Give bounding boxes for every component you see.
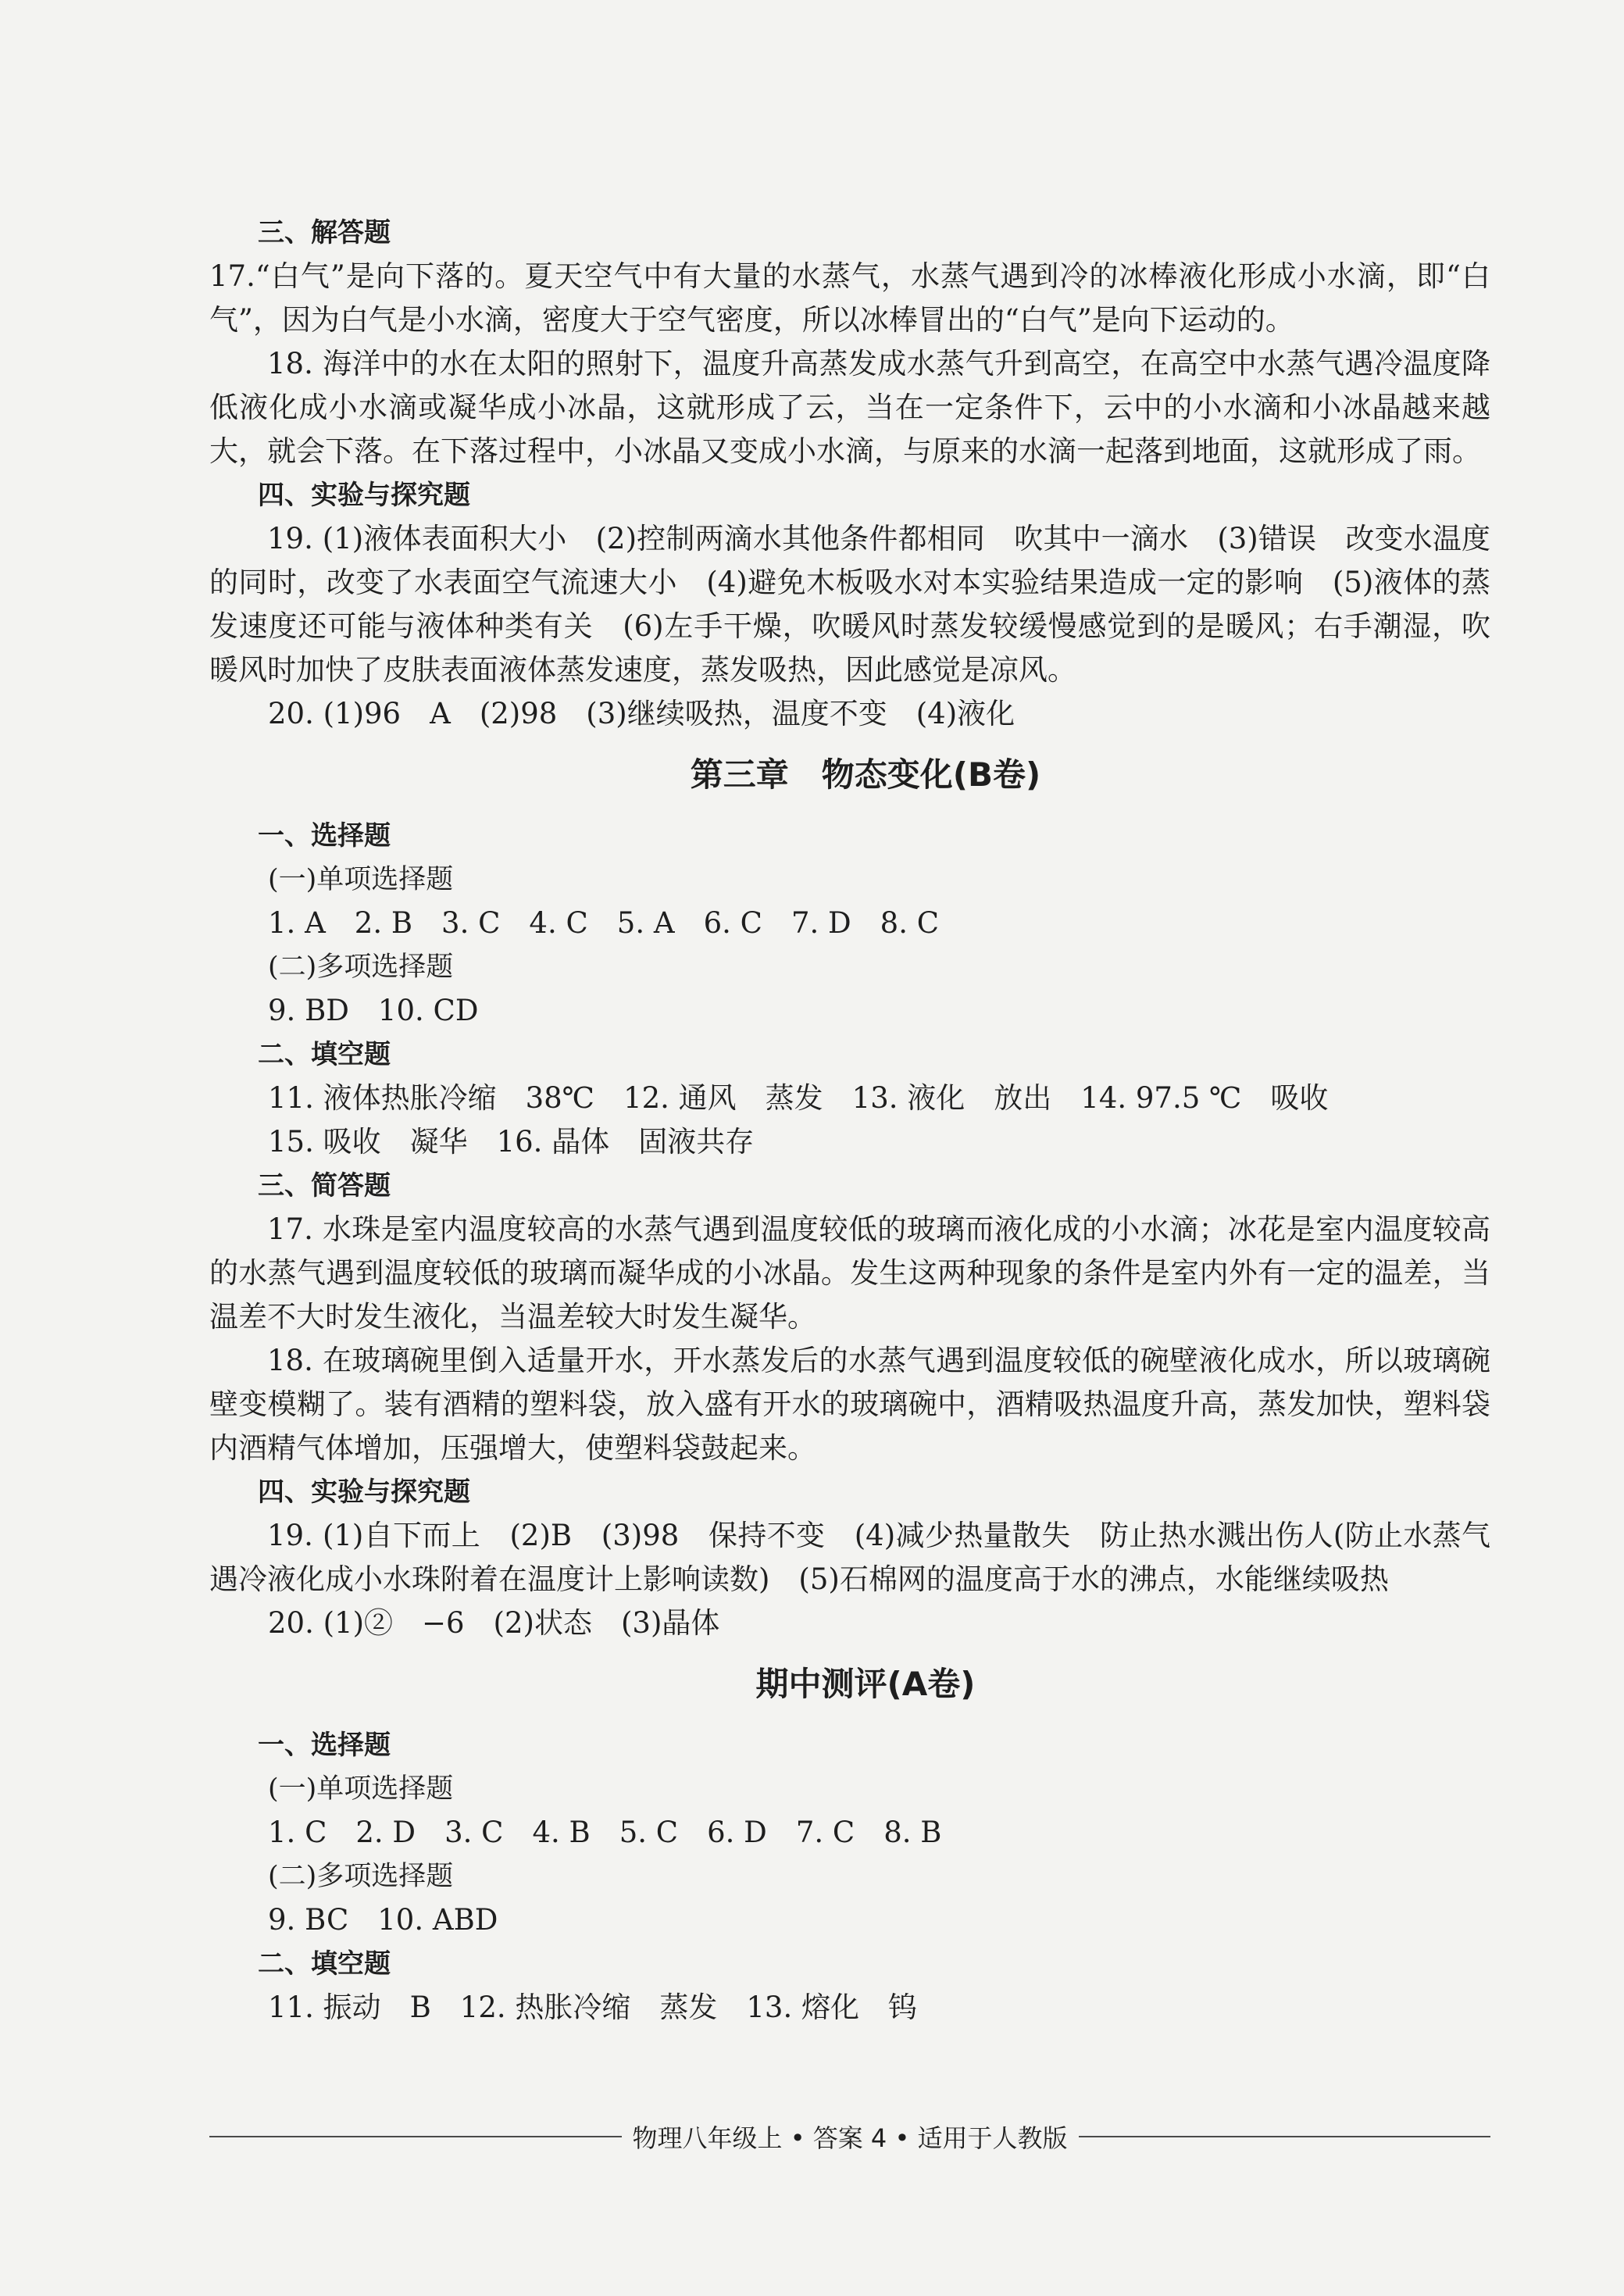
answer-20-b: 20. (1)② −6 (2)状态 (3)晶体 bbox=[268, 1606, 720, 1640]
subheading-single-choice: (一)单项选择题 bbox=[268, 864, 454, 895]
section-heading-experiment: 四、实验与探究题 bbox=[258, 480, 470, 511]
answer-20: 20. (1)96 A (2)98 (3)继续吸热，温度不变 (4)液化 bbox=[268, 697, 1015, 730]
single-choice-answers-mid: 1. C 2. D 3. C 4. B 5. C 6. D 7. C 8. B bbox=[268, 1816, 942, 1849]
fill-answers-line1-mid: 11. 振动 B 12. 热胀冷缩 蒸发 13. 熔化 钨 bbox=[268, 1991, 917, 2024]
section-heading-fill-mid: 二、填空题 bbox=[258, 1948, 391, 1980]
multi-choice-answers-mid: 9. BC 10. ABD bbox=[268, 1903, 498, 1937]
answer-19-b: 19. (1)自下而上 (2)B (3)98 保持不变 (4)减少热量散失 防止热水溅出伤人(防止水蒸气遇冷液化成小水珠附着在温度计上影响读数) (5)石棉网的温度高于水的沸点，水能继续吸热 bbox=[209, 1519, 1490, 1596]
single-choice-answers: 1. A 2. B 3. C 4. C 5. A 6. C 7. D 8. C bbox=[268, 906, 940, 940]
section-heading-choice: 一、选择题 bbox=[258, 820, 391, 852]
footer-rule-left bbox=[209, 2136, 622, 2137]
answer-19: 19. (1)液体表面积大小 (2)控制两滴水其他条件都相同 吹其中一滴水 (3)错误 改变水温度的同时，改变了水表面空气流速大小 (4)避免木板吸水对本实验结果造成一定的影响 (5)液体的蒸发速度还可能与液体种类有关 (6)左手干燥，吹暖风时蒸发较缓慢感觉到的是暖风；右手潮湿，吹暖风时加快了皮肤表面液体蒸发速度，蒸发吸热，因此感觉是凉风。 bbox=[209, 522, 1490, 687]
subheading-multi-choice-mid: (二)多项选择题 bbox=[268, 1861, 454, 1892]
section-heading-choice-mid: 一、选择题 bbox=[258, 1730, 391, 1761]
section-heading-answer: 三、解答题 bbox=[258, 217, 391, 248]
chapter-title-midterm-a: 期中测评(A卷) bbox=[755, 1665, 976, 1703]
answer-18: 18. 海洋中的水在太阳的照射下，温度升高蒸发成水蒸气升到高空，在高空中水蒸气遇冷温度降低液化成小水滴或凝华成小冰晶，这就形成了云，当在一定条件下，云中的小水滴和小冰晶越来越大，就会下落。在下落过程中，小冰晶又变成小水滴，与原来的水滴一起落到地面，这就形成了雨。 bbox=[209, 347, 1490, 468]
footer-rule-right bbox=[1079, 2136, 1491, 2137]
footer-text: 物理八年级上 • 答案 4 • 适用于人教版 bbox=[632, 2123, 1068, 2153]
subheading-multi-choice: (二)多项选择题 bbox=[268, 952, 454, 983]
chapter-title-3b: 第三章 物态变化(B卷) bbox=[690, 755, 1041, 794]
section-heading-fill: 二、填空题 bbox=[258, 1039, 391, 1070]
section-heading-experiment-b: 四、实验与探究题 bbox=[258, 1477, 470, 1508]
answer-18-b: 18. 在玻璃碗里倒入适量开水，开水蒸发后的水蒸气遇到温度较低的碗壁液化成水，所以玻璃碗壁变模糊了。装有酒精的塑料袋，放入盛有开水的玻璃碗中，酒精吸热温度升高，蒸发加快，塑料袋内酒精气体增加，压强增大，使塑料袋鼓起来。 bbox=[209, 1344, 1490, 1465]
fill-answers-line2: 15. 吸收 凝华 16. 晶体 固液共存 bbox=[268, 1125, 755, 1159]
page-footer bbox=[209, 2119, 1490, 2155]
subheading-single-choice-mid: (一)单项选择题 bbox=[268, 1773, 454, 1805]
fill-answers-line1: 11. 液体热胀冷缩 38℃ 12. 通风 蒸发 13. 液化 放出 14. 97.5 ℃ 吸收 bbox=[268, 1081, 1329, 1115]
section-heading-short: 三、简答题 bbox=[258, 1170, 391, 1202]
answer-17-b: 17. 水珠是室内温度较高的水蒸气遇到温度较低的玻璃而液化成的小水滴；冰花是室内温度较高的水蒸气遇到温度较低的玻璃而凝华成的小冰晶。发生这两种现象的条件是室内外有一定的温差，当温差不大时发生液化，当温差较大时发生凝华。 bbox=[209, 1212, 1490, 1334]
answer-page bbox=[209, 211, 1490, 2030]
multi-choice-answers: 9. BD 10. CD bbox=[268, 994, 479, 1027]
answer-17: 17.“白气”是向下落的。夏天空气中有大量的水蒸气，水蒸气遇到冷的冰棒液化形成小水滴，即“白气”，因为白气是小水滴，密度大于空气密度，所以冰棒冒出的“白气”是向下运动的。 bbox=[209, 259, 1490, 337]
